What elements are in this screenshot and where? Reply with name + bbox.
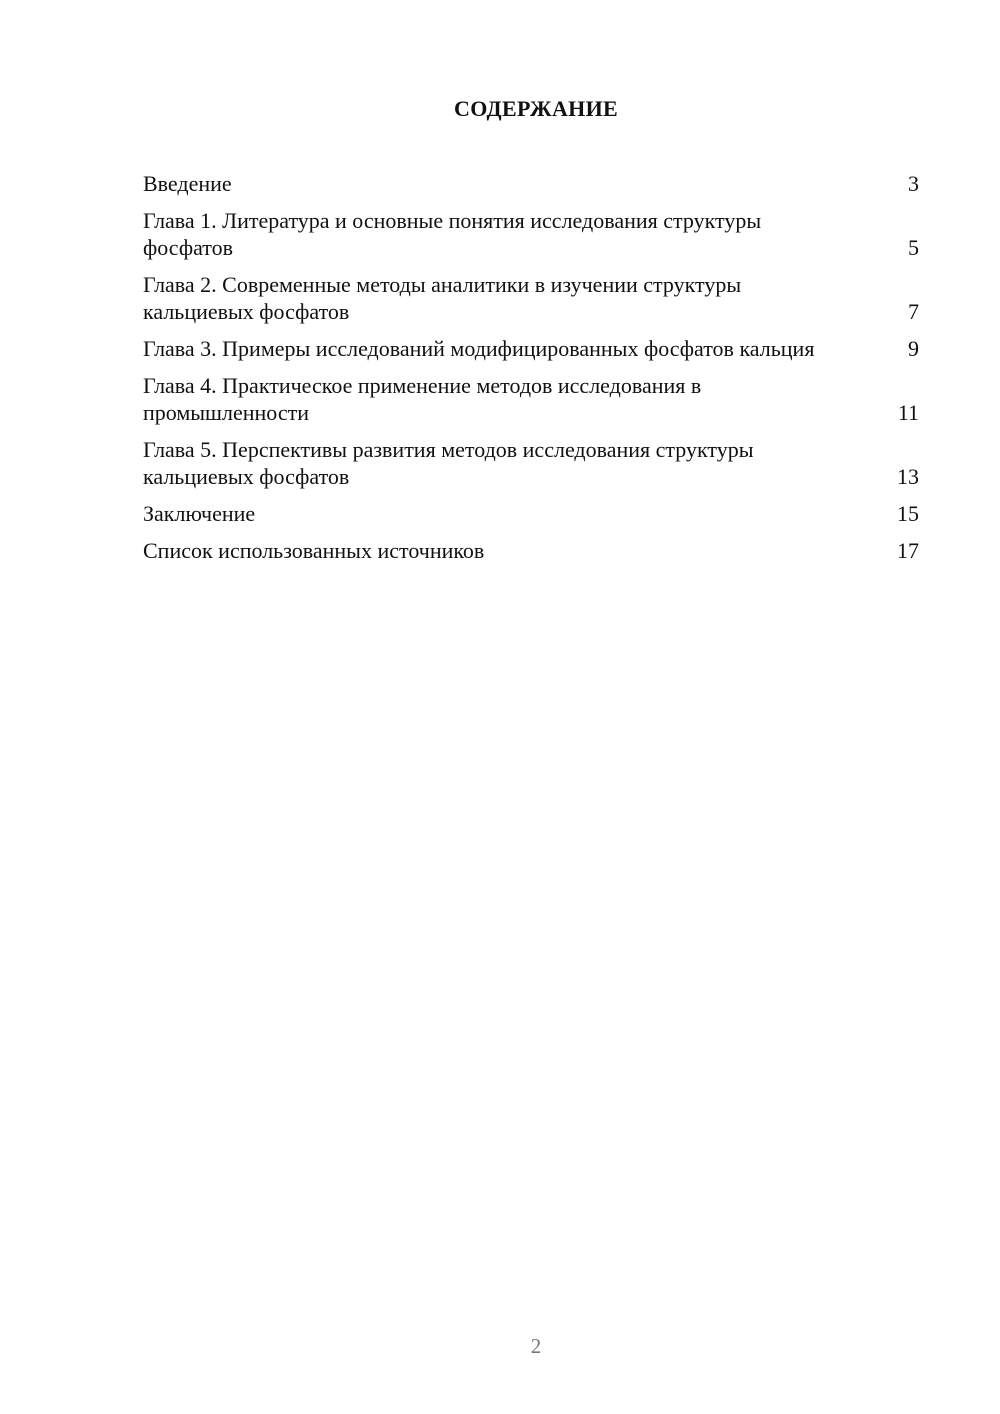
toc-entry-page: 15 [897,501,919,526]
toc-entry-chapter-1 [143,207,919,261]
toc-entry-title: Глава 4. Практическое применение методов исследования в промышленности [143,373,702,425]
toc-entry-title: Глава 3. Примеры исследований модифицированных фосфатов кальция [143,336,815,361]
toc-entry-chapter-5 [143,436,919,490]
toc-entry-chapter-2 [143,271,919,325]
toc-entry-page: 3 [908,171,919,196]
toc-entry-chapter-4 [143,372,919,426]
toc-entry-page: 5 [908,235,919,260]
toc-entry-title: Список использованных источников [143,538,485,563]
toc-entry-title: Заключение [143,501,256,526]
toc-entry-references [143,537,919,564]
toc-entry-page: 11 [897,400,919,425]
table-of-contents [143,170,919,574]
toc-entry-page: 13 [897,464,919,489]
toc-entry-title: Глава 1. Литература и основные понятия исследования структуры фосфатов [143,208,762,260]
toc-entry-introduction [143,170,919,197]
toc-entry-title: Введение [143,171,232,196]
toc-entry-title: Глава 5. Перспективы развития методов исследования структуры кальциевых фосфатов [143,437,754,489]
toc-entry-conclusion [143,500,919,527]
toc-entry-chapter-3 [143,335,919,362]
toc-entry-page: 7 [908,299,919,324]
toc-entry-page: 9 [908,336,919,361]
toc-entry-title: Глава 2. Современные методы аналитики в изучении структуры кальциевых фосфатов [143,272,742,324]
page-title: СОДЕРЖАНИЕ [454,96,618,121]
toc-entry-page: 17 [897,538,919,563]
page-number: 2 [530,1334,542,1358]
